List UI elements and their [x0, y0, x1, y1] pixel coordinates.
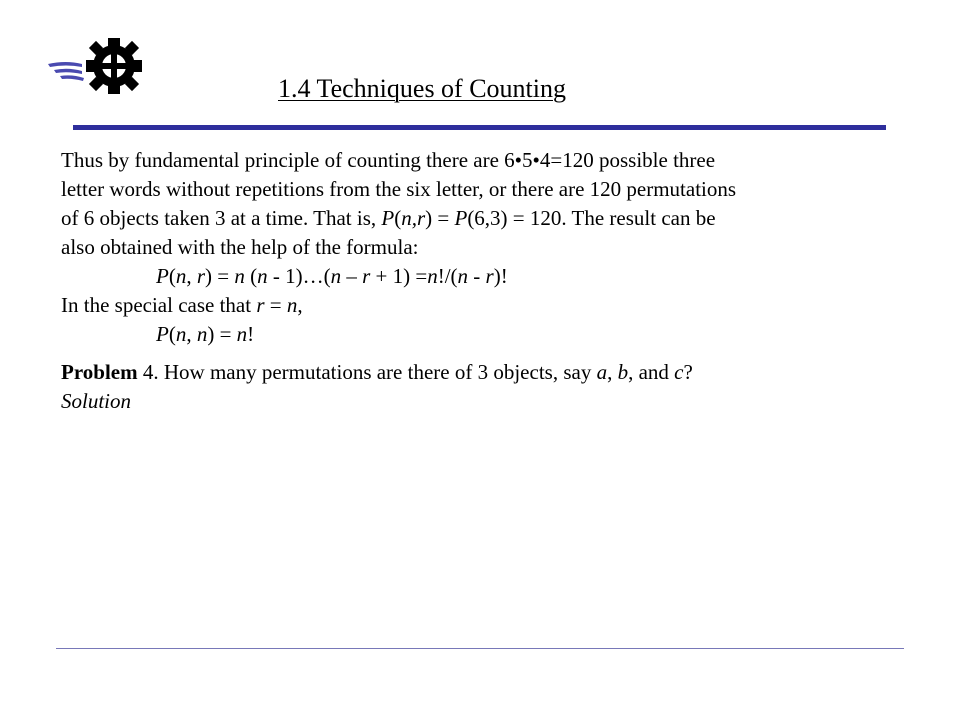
special-case-formula: P(n, n) = n! — [156, 322, 255, 346]
body-line-3: of 6 objects taken 3 at a time. That is, P(n,r) = P(6,3) = 120. The result can be — [61, 206, 716, 230]
gear-logo-icon — [46, 34, 146, 98]
slide-title: 1.4 Techniques of Counting — [278, 74, 567, 103]
solution-label: Solution — [61, 389, 132, 413]
special-case-line: In the special case that r = n, — [61, 293, 303, 317]
permutation-formula: P(n, r) = n (n - 1)…(n – r + 1) =n!/(n - r)! — [156, 264, 508, 288]
body-line-1: Thus by fundamental principle of counting there are 6•5•4=120 possible three — [61, 148, 716, 172]
body-line-2: letter words without repetitions from the six letter, or there are 120 permutations — [61, 177, 737, 201]
footer-rule — [56, 648, 904, 649]
slide-body — [61, 146, 921, 416]
problem-statement: Problem 4. How many permutations are there of 3 objects, say a, b, and c? — [61, 360, 693, 384]
body-line-4: also obtained with the help of the formula: — [61, 235, 419, 259]
title-underline-rule — [73, 125, 886, 130]
